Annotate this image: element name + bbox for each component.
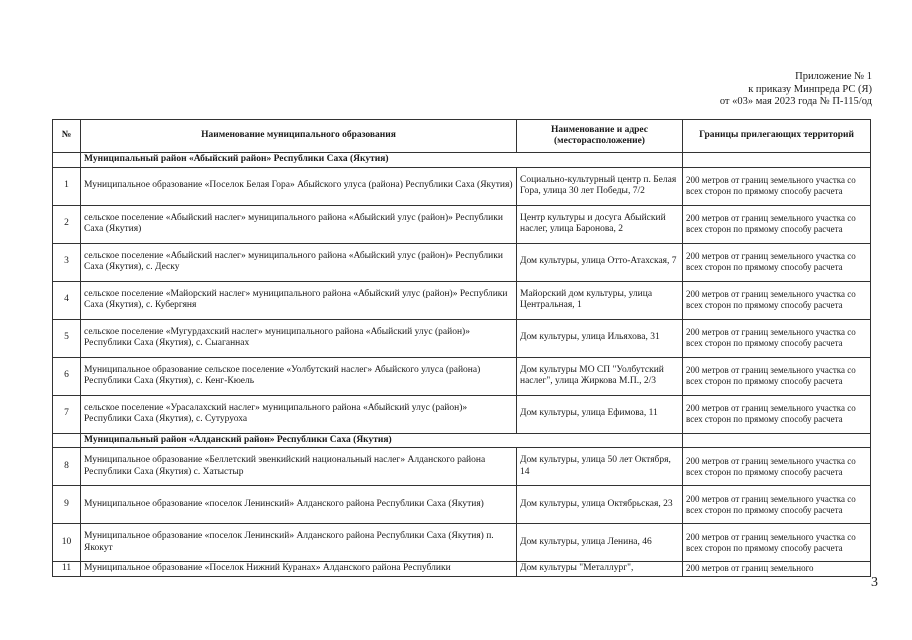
column-header-number: № (53, 120, 81, 153)
row-boundary: 200 метров от границ земельного участка со всех сторон по прямому способу расчета (683, 357, 871, 395)
row-address: Дом культуры "Металлург", (517, 562, 683, 577)
table-row (53, 167, 871, 205)
row-boundary: 200 метров от границ земельного участка со всех сторон по прямому способу расчета (683, 319, 871, 357)
section-row (53, 433, 871, 448)
section-row (53, 153, 871, 168)
row-boundary: 200 метров от границ земельного участка со всех сторон по прямому способу расчета (683, 205, 871, 243)
page-number: 3 (871, 575, 878, 590)
column-header-address: Наименование и адрес (месторасположение) (517, 120, 683, 153)
row-municipality: Муниципальное образование «Поселок Нижний Куранах» Алданского района Республики (81, 562, 517, 577)
row-number: 4 (53, 281, 81, 319)
row-number: 8 (53, 448, 81, 486)
row-boundary: 200 метров от границ земельного участка со всех сторон по прямому способу расчета (683, 167, 871, 205)
table-row (53, 448, 871, 486)
row-boundary: 200 метров от границ земельного (683, 562, 871, 577)
table-row (53, 243, 871, 281)
row-number: 1 (53, 167, 81, 205)
row-municipality: Муниципальное образование «поселок Ленинский» Алданского района Республики Саха (Якутия) п. Якокут (81, 524, 517, 562)
table-row (53, 395, 871, 433)
column-header-municipality: Наименование муниципального образования (81, 120, 517, 153)
appendix-order-date: от «03» мая 2023 года № П-115/од (719, 96, 872, 107)
institutions-table (52, 119, 871, 577)
row-number: 11 (53, 562, 81, 577)
table-row (53, 319, 871, 357)
row-municipality: сельское поселение «Абыйский наслег» муниципального района «Абыйский улус (район)» Республики Саха (Якутия), с. Деску (81, 243, 517, 281)
row-address: Центр культуры и досуга Абыйский наслег, улица Баронова, 2 (517, 205, 683, 243)
row-number: 3 (53, 243, 81, 281)
table-row (53, 281, 871, 319)
row-address: Дом культуры, улица 50 лет Октября, 14 (517, 448, 683, 486)
row-number: 2 (53, 205, 81, 243)
row-municipality: Муниципальное образование сельское поселение «Уолбутский наслег» Абыйского улуса (района) Республики Саха (Якутия), с. Кенг-Кюель (81, 357, 517, 395)
row-number: 6 (53, 357, 81, 395)
row-municipality: Муниципальное образование «Беллетский эвенкийский национальный наслег» Алданского района Республики Саха (Якутия) с. Хатыстыр (81, 448, 517, 486)
appendix-order-ref: к приказу Минпреда РС (Я) (748, 83, 872, 95)
table-header-row (53, 120, 871, 153)
row-municipality: сельское поселение «Абыйский наслег» муниципального района «Абыйский улус (район)» Республики Саха (Якутия) (81, 205, 517, 243)
row-boundary: 200 метров от границ земельного участка со всех сторон по прямому способу расчета (683, 281, 871, 319)
section-title: Муниципальный район «Алданский район» Республики Саха (Якутия) (81, 433, 683, 448)
row-address: Дом культуры МО СП "Уолбутский наслег", улица Жиркова М.П., 2/3 (517, 357, 683, 395)
row-address: Дом культуры, улица Ленина, 46 (517, 524, 683, 562)
row-number: 9 (53, 486, 81, 524)
table-row (53, 357, 871, 395)
row-municipality: сельское поселение «Мугурдахский наслег» муниципального района «Абыйский улус (район)» Республики Саха (Якутия), с. Сыаганнах (81, 319, 517, 357)
row-number: 7 (53, 395, 81, 433)
table-row (53, 205, 871, 243)
row-address: Социально-культурный центр п. Белая Гора, улица 30 лет Победы, 7/2 (517, 167, 683, 205)
appendix-header (720, 71, 872, 109)
row-municipality: сельское поселение «Урасалахский наслег» муниципального района «Абыйский улус (район)» Республики Саха (Якутия), с. Сутуруоха (81, 395, 517, 433)
row-address: Дом культуры, улица Отто-Атахская, 7 (517, 243, 683, 281)
row-number: 10 (53, 524, 81, 562)
row-municipality: Муниципальное образование «Поселок Белая Гора» Абыйского улуса (района) Республики Саха (Якутия) (81, 167, 517, 205)
row-boundary: 200 метров от границ земельного участка со всех сторон по прямому способу расчета (683, 448, 871, 486)
appendix-title: Приложение № 1 (795, 71, 872, 82)
table-row (53, 524, 871, 562)
column-header-boundaries: Границы прилегающих территорий (683, 120, 871, 153)
row-address: Дом культуры, улица Ефимова, 11 (517, 395, 683, 433)
table-row (53, 562, 871, 577)
table-row (53, 486, 871, 524)
row-boundary: 200 метров от границ земельного участка со всех сторон по прямому способу расчета (683, 395, 871, 433)
row-address: Дом культуры, улица Ильяхова, 31 (517, 319, 683, 357)
row-boundary: 200 метров от границ земельного участка со всех сторон по прямому способу расчета (683, 486, 871, 524)
row-boundary: 200 метров от границ земельного участка со всех сторон по прямому способу расчета (683, 243, 871, 281)
row-municipality: Муниципальное образование «поселок Ленинский» Алданского района Республики Саха (Якутия) (81, 486, 517, 524)
row-address: Майорский дом культуры, улица Центральная, 1 (517, 281, 683, 319)
row-boundary: 200 метров от границ земельного участка со всех сторон по прямому способу расчета (683, 524, 871, 562)
row-municipality: сельское поселение «Майорский наслег» муниципального района «Абыйский улус (район)» Республики Саха (Якутия), с. Кубергяня (81, 281, 517, 319)
row-address: Дом культуры, улица Октябрьская, 23 (517, 486, 683, 524)
row-number: 5 (53, 319, 81, 357)
section-title: Муниципальный район «Абыйский район» Республики Саха (Якутия) (81, 153, 683, 168)
